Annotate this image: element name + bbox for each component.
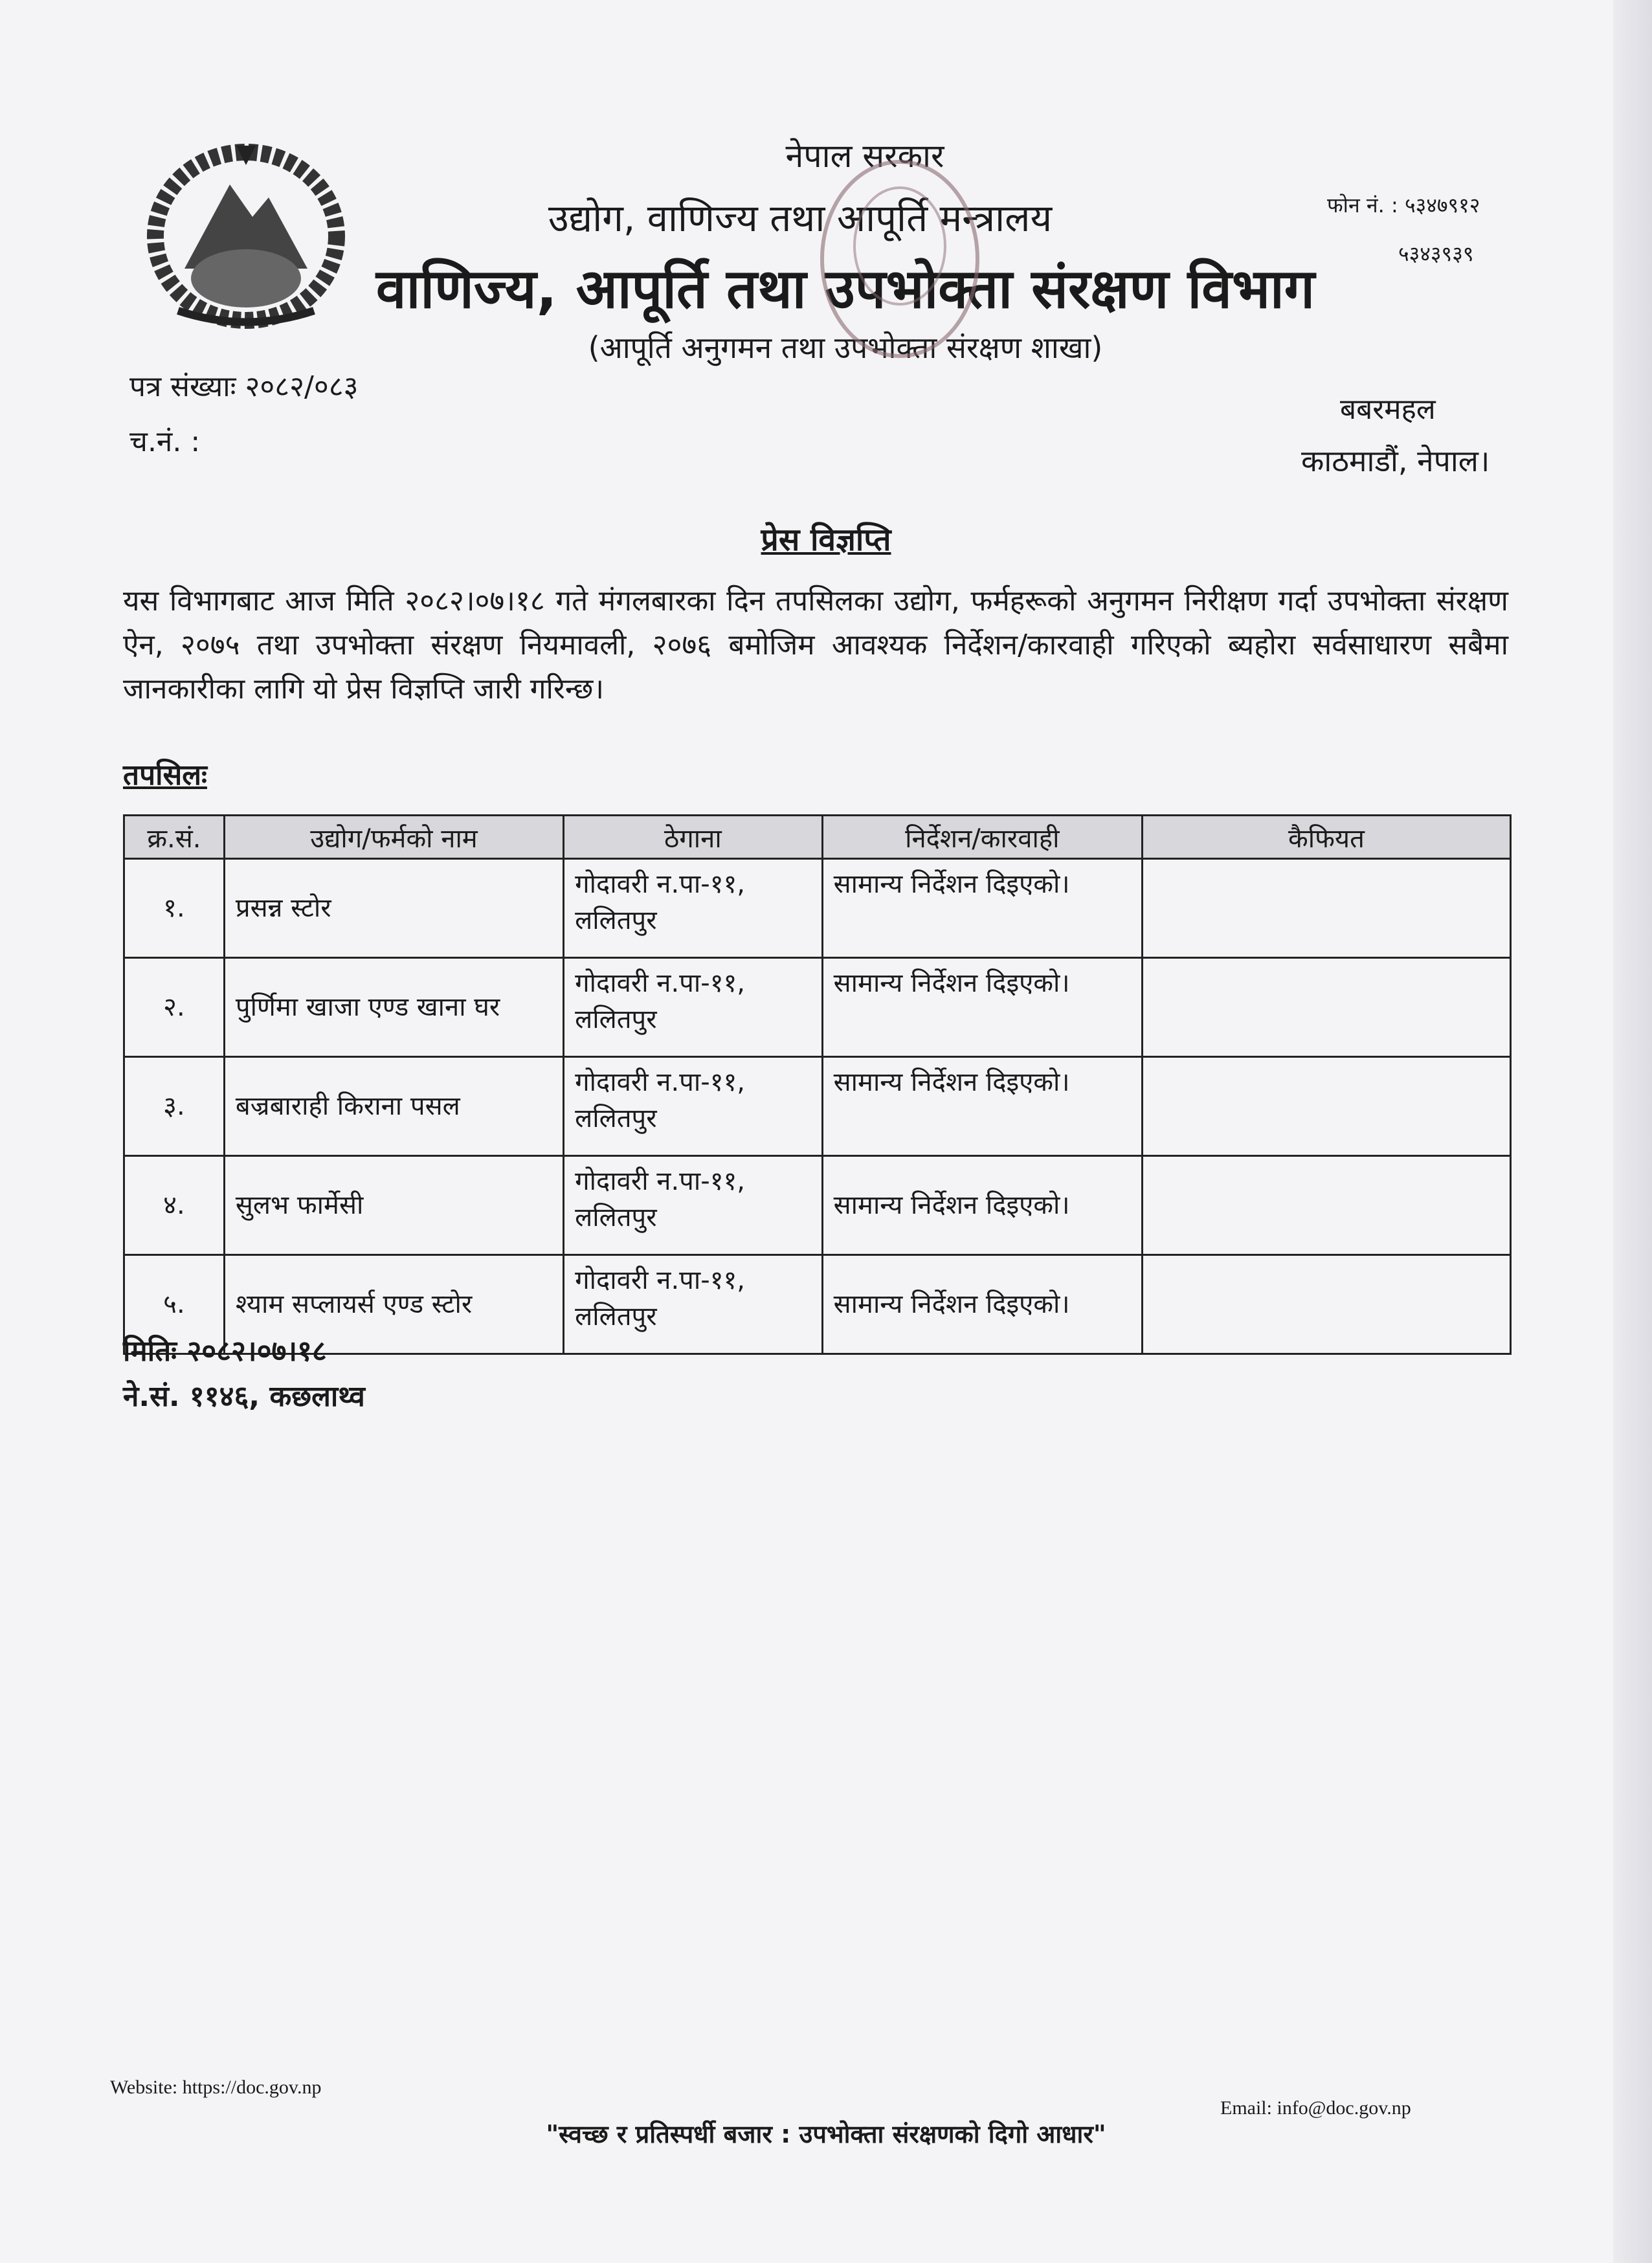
cell-address-text: ललितपुर <box>575 1302 657 1332</box>
table-row <box>124 1255 1511 1354</box>
cell-action <box>822 958 1142 1057</box>
cell-address <box>564 859 823 958</box>
cell-sn <box>124 1057 225 1156</box>
cell-sn-text: २. <box>163 992 185 1022</box>
ministry-name: उद्योग, वाणिज्य तथा आपूर्ति मन्त्रालय <box>548 196 1053 240</box>
website-link[interactable]: Website: https://doc.gov.np <box>110 2077 322 2098</box>
letter-number: पत्र संख्याः २०८२/०८३ <box>129 370 359 403</box>
cell-remarks <box>1142 958 1510 1057</box>
cell-address-text: गोदावरी न.पा-११, <box>575 1067 746 1097</box>
official-stamp <box>803 149 997 382</box>
cell-firm-name <box>224 859 563 958</box>
cell-action <box>822 1255 1142 1354</box>
cell-sn-text: ५. <box>163 1289 185 1319</box>
footer-slogan: "स्वच्छ र प्रतिस्पर्धी बजार : उपभोक्ता संरक्षणको दिगो आधार" <box>546 2120 1106 2148</box>
header-address: ठेगाना <box>564 816 823 859</box>
header-action: निर्देशन/कारवाही <box>822 816 1142 859</box>
cell-remarks <box>1142 1255 1510 1354</box>
table-row <box>124 958 1511 1057</box>
section-name: (आपूर्ति अनुगमन तथा उपभोक्ता संरक्षण शाखा) <box>588 330 1103 365</box>
cell-sn-text: १. <box>163 893 185 923</box>
table-row <box>124 1156 1511 1255</box>
header-remarks: कैफियत <box>1142 816 1510 859</box>
cell-firm-name <box>224 958 563 1057</box>
cell-address-text: ललितपुर <box>575 906 657 935</box>
table-header-row <box>124 816 1511 859</box>
cell-action-text: सामान्य निर्देशन दिइएको। <box>833 869 1070 899</box>
cell-action-text: सामान्य निर्देशन दिइएको। <box>833 1190 1070 1220</box>
cell-address-text: ललितपुर <box>575 1005 657 1034</box>
cell-action-text: सामान्य निर्देशन दिइएको। <box>833 1067 1070 1097</box>
cell-action <box>822 859 1142 958</box>
body-paragraph: यस विभागबाट आज मिति २०८२।०७।१८ गते मंगलबारका दिन तपसिलका उद्योग, फर्महरूको अनुगमन निरीक्षण गर्दा उपभोक्ता संरक्षण ऐन, २०७५ तथा उपभोक्ता संरक्षण नियमावली, २०७६ बमोजिम आवश्यक निर्देशन/कारवाही गरिएको ब्यहोरा सर्वसाधारण सबैमा जानकारीका लागि यो प्रेस विज्ञप्ति जारी गरिन्छ। <box>123 585 1508 706</box>
phone-number-2: ५३४३९३९ <box>1398 241 1474 266</box>
phone-number-1: फोन नं. : ५३४७९१२ <box>1327 193 1480 217</box>
cell-sn-text: ३. <box>163 1091 185 1121</box>
inspection-table <box>123 814 1512 1355</box>
cell-address-text: गोदावरी न.पा-११, <box>575 1265 746 1295</box>
cell-sn <box>124 859 225 958</box>
header-firm-name: उद्योग/फर्मको नाम <box>224 816 563 859</box>
cell-firm-name-text: श्याम सप्लायर्स एण्ड स्टोर <box>235 1289 473 1319</box>
cell-address <box>564 1156 823 1255</box>
cell-remarks <box>1142 1156 1510 1255</box>
cell-address-text: ललितपुर <box>575 1203 657 1232</box>
cell-action <box>822 1156 1142 1255</box>
cell-action-text: सामान्य निर्देशन दिइएको। <box>833 1289 1070 1319</box>
cell-address-text: ललितपुर <box>575 1104 657 1133</box>
cell-firm-name-text: प्रसन्न स्टोर <box>235 893 331 923</box>
cell-address-text: गोदावरी न.पा-११, <box>575 968 746 998</box>
dispatch-number: च.नं. : <box>129 425 201 458</box>
nepal-sambat-date: ने.सं. ११४६, कछलाथ्व <box>123 1380 365 1413</box>
cell-address-text: गोदावरी न.पा-११, <box>575 869 746 899</box>
cell-sn-text: ४. <box>163 1190 185 1220</box>
cell-address-text: गोदावरी न.पा-११, <box>575 1166 746 1196</box>
cell-action <box>822 1057 1142 1156</box>
department-name: वाणिज्य, आपूर्ति तथा उपभोक्ता संरक्षण विभाग <box>375 257 1315 320</box>
location-line-1: बबरमहल <box>1340 393 1436 426</box>
cell-address <box>564 958 823 1057</box>
cell-firm-name-text: बज्रबाराही किराना पसल <box>235 1091 460 1121</box>
cell-firm-name-text: सुलभ फार्मेसी <box>235 1190 364 1220</box>
cell-firm-name <box>224 1156 563 1255</box>
cell-firm-name-text: पुर्णिमा खाजा एण्ड खाना घर <box>235 992 500 1022</box>
cell-address <box>564 1255 823 1354</box>
header-sn: क्र.सं. <box>124 816 225 859</box>
press-release-title <box>0 518 1652 560</box>
cell-sn <box>124 1156 225 1255</box>
cell-remarks <box>1142 1057 1510 1156</box>
location-line-2: काठमाडौं, नेपाल। <box>1301 443 1490 478</box>
cell-remarks <box>1142 859 1510 958</box>
government-name: नेपाल सरकार <box>785 137 944 175</box>
table-row <box>124 1057 1511 1156</box>
cell-action-text: सामान्य निर्देशन दिइएको। <box>833 968 1070 998</box>
cell-firm-name <box>224 1057 563 1156</box>
issue-date: मितिः २०८२।०७।१८ <box>123 1335 327 1368</box>
cell-sn <box>124 958 225 1057</box>
details-label: तपसिलः <box>123 759 207 792</box>
table-row <box>124 859 1511 958</box>
cell-address <box>564 1057 823 1156</box>
email-link[interactable]: Email: info@doc.gov.np <box>1220 2097 1411 2119</box>
press-release-title-text: प्रेस विज्ञप्ति <box>761 522 891 558</box>
